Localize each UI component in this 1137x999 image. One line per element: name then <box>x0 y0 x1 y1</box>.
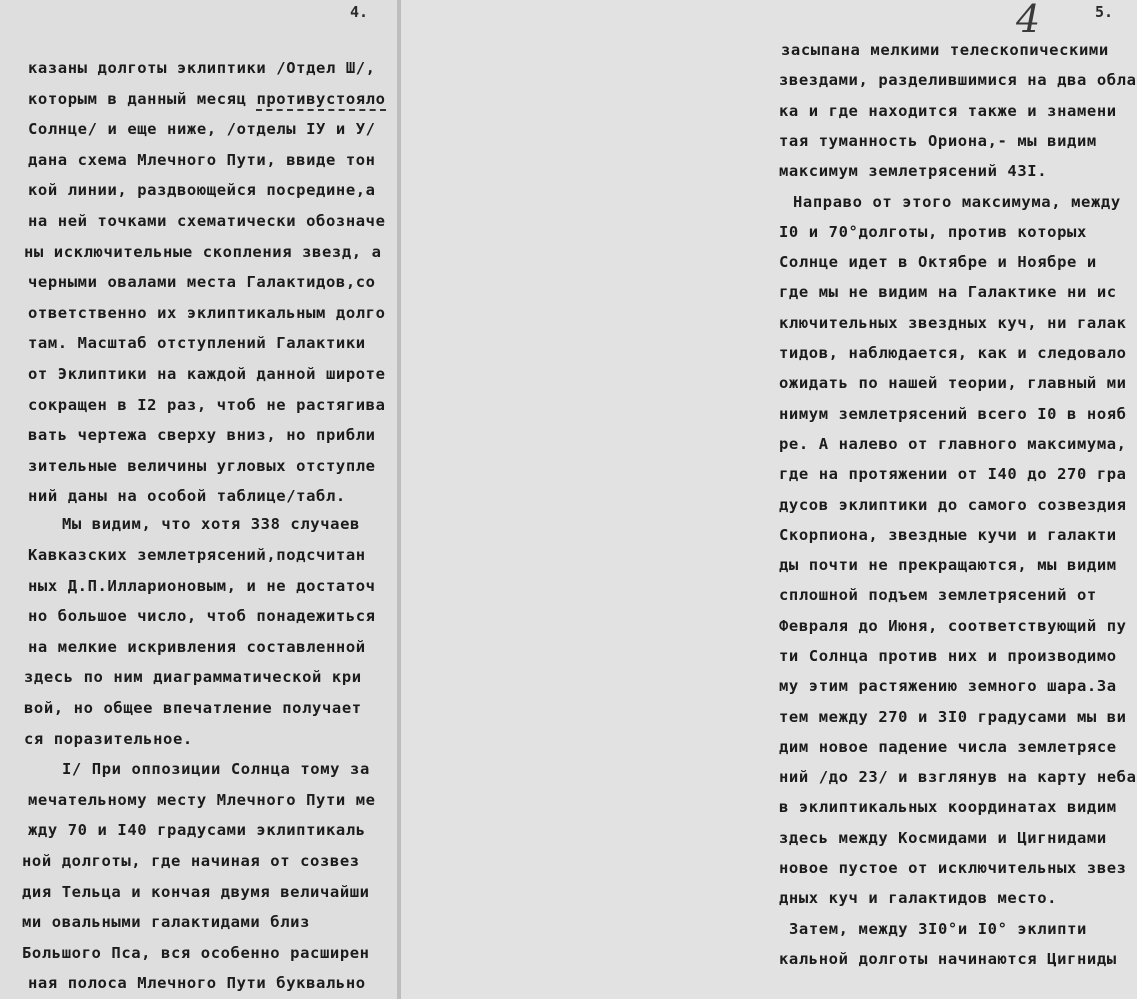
right-page <box>401 0 1137 999</box>
text-line: ожидать по нашей теории, главный ми <box>779 374 1127 392</box>
text-line: му этим растяжению земного шара.За <box>779 677 1117 695</box>
text-line: Кавказских землетрясений,подсчитан <box>28 546 366 564</box>
text-line: Скорпиона, звездные кучи и галакти <box>779 526 1117 544</box>
text-line: тидов, наблюдается, как и следовало <box>779 344 1127 362</box>
text-line: ти Солнца против них и производимо <box>779 647 1117 665</box>
text-line: ний /до 23/ и взглянув на карту неба <box>779 768 1137 786</box>
text-line: в эклиптикальных координатах видим <box>779 798 1117 816</box>
text-line: черными овалами места Галактидов,со <box>28 273 376 291</box>
text-line: засыпана мелкими телескопическими <box>781 41 1109 59</box>
text-line: но большое число, чтоб понадежиться <box>28 607 376 625</box>
text-line: ка и где находится также и знамени <box>779 102 1117 120</box>
text-line: дия Тельца и кончая двумя величайши <box>22 883 370 901</box>
text-line: ных Д.П.Илларионовым, и не достаточ <box>28 577 376 595</box>
text-line: Мы видим, что хотя 338 случаев <box>62 515 360 533</box>
handwritten-page-number: 4 <box>1016 0 1041 41</box>
text-line: там. Масштаб отступлений Галактики <box>28 334 366 352</box>
underlined-word: противустояло <box>256 90 385 111</box>
text-line: Солнце/ и еще ниже, /отделы IУ и У/ <box>28 120 376 138</box>
text-line: ны исключительные скопления звезд, а <box>24 243 382 261</box>
text-line: ная полоса Млечного Пути буквально <box>28 974 366 992</box>
text-line: Направо от этого максимума, между <box>793 193 1121 211</box>
text-line: на ней точками схематически обозначе <box>28 212 386 230</box>
text-line: ключительных звездных куч, ни галак <box>779 314 1127 332</box>
text-line: жду 70 и I40 градусами эклиптикаль <box>28 821 366 839</box>
text-line: Солнце идет в Октябре и Ноябре и <box>779 253 1097 271</box>
text-line: звездами, разделившимися на два обла <box>779 71 1137 89</box>
text-line: дных куч и галактидов место. <box>779 889 1058 907</box>
text-line: ной долготы, где начиная от созвез <box>22 852 360 870</box>
text-line: дим новое падение числа землетрясе <box>779 738 1117 756</box>
text-line: ответственно их эклиптикальным долго <box>28 304 386 322</box>
text-line: дана схема Млечного Пути, ввиде тон <box>28 151 376 169</box>
text-line: I0 и 70°долготы, против которых <box>779 223 1087 241</box>
text-line: зительные величины угловых отступле <box>28 457 376 475</box>
text-line: максимум землетрясений 43I. <box>779 162 1048 180</box>
text-line: тем между 270 и 3I0 градусами мы ви <box>779 708 1127 726</box>
text-line: казаны долготы эклиптики /Отдел Ш/, <box>28 59 376 77</box>
text-line: I/ При оппозиции Солнца тому за <box>62 760 370 778</box>
text-line: на мелкие искривления составленной <box>28 638 366 656</box>
text-line: вой, но общее впечатление получает <box>24 699 362 717</box>
text-line: Затем, между 3I0°и I0° эклипти <box>789 920 1087 938</box>
text-line: сплошной подъем землетрясений от <box>779 586 1097 604</box>
right-page-number: 5. <box>1094 3 1113 21</box>
text-line: здесь по ним диаграмматической кри <box>24 668 362 686</box>
text-line: тая туманность Ориона,- мы видим <box>779 132 1097 150</box>
text-line: ды почти не прекращаются, мы видим <box>779 556 1117 574</box>
text-line: ний даны на особой таблице/табл. <box>28 487 346 505</box>
text-line: ре. А налево от главного максимума, <box>779 435 1127 453</box>
text-line: мечательному месту Млечного Пути ме <box>28 791 376 809</box>
left-page <box>0 0 398 999</box>
text-line: новое пустое от исключительных звез <box>779 859 1127 877</box>
text-line: где на протяжении от I40 до 270 гра <box>779 465 1127 483</box>
left-page-number: 4. <box>349 3 368 21</box>
text-line: кой линии, раздвоющейся посредине,а <box>28 181 376 199</box>
text-line: от Эклиптики на каждой данной широте <box>28 365 386 383</box>
text-line: сокращен в I2 раз, чтоб не растягива <box>28 396 386 414</box>
text-line: где мы не видим на Галактике ни ис <box>779 283 1117 301</box>
text-line: Февраля до Июня, соответствующий пу <box>779 617 1127 635</box>
text-line: здесь между Космидами и Цигнидами <box>779 829 1107 847</box>
text-line: которым в данный месяц противустояло <box>28 89 386 109</box>
text-line: дусов эклиптики до самого созвездия <box>779 496 1127 514</box>
text-line: Большого Пса, вся особенно расширен <box>22 944 370 962</box>
text-line: кальной долготы начинаются Цигниды <box>779 950 1117 968</box>
text-line: ми овальными галактидами близ <box>22 913 311 931</box>
text-line: нимум землетрясений всего I0 в нояб <box>779 405 1127 423</box>
text-line: вать чертежа сверху вниз, но прибли <box>28 426 376 444</box>
text-line: ся поразительное. <box>24 730 193 748</box>
